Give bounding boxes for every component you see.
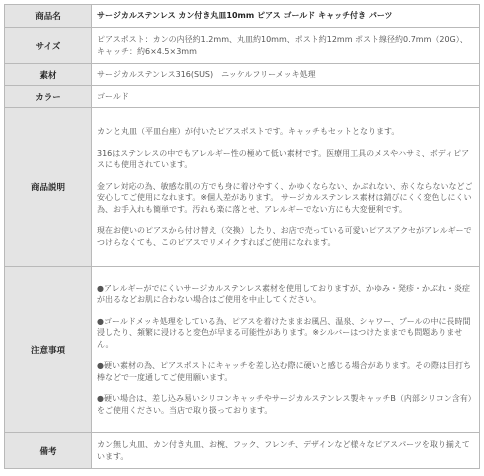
row-material bbox=[5, 64, 480, 86]
description-paragraph: カンと丸皿（平皿台座）が付いたピアスポストです。キャッチもセットとなります。 bbox=[97, 127, 400, 136]
notes-paragraph: ●ゴールドメッキ処理をしている為、ピアスを着けたままお風呂、温泉、シャワー、プールの中に長時間浸したり、頻繁に浸けると変色が早まる可能性があります。※シルバーはつけたままでも問題ありません。 bbox=[97, 316, 471, 349]
row-remarks bbox=[5, 433, 480, 469]
row-notes bbox=[5, 267, 480, 433]
description-paragraph: 現在お使いのピアスから付け替え（交換）したり、お店で売っている可愛いピアスアクセがアレルギーでつけらなくても、このピアスでリメイクすればご使用になれます。 bbox=[97, 226, 472, 247]
row-product-name bbox=[5, 5, 480, 28]
value-remarks: カン無し丸皿、カン付き丸皿、お椀、フック、フレンチ、デザインなど様々なピアスパーツを取り揃えています。 bbox=[92, 433, 480, 469]
description-paragraph: 金アレ対応の為、敏感な肌の方でも身に着けやすく、かゆくならない、かぶれない、赤くならないなどご安心してご使用になれます。※個人差があります。 サージカルステンレス素材は錆びにくく変色しにくい為、お手入れも簡単です。汚れも楽に落とせ、アレルギーでない方にも大変便利です。 bbox=[97, 181, 473, 214]
notes-paragraph: ●硬い場合は、差し込み易いシリコンキャッチやサージカルステンレス製キャッチB（内部シリコン含有）をご使用ください。当店で取り扱っております。 bbox=[97, 394, 472, 415]
row-description bbox=[5, 108, 480, 267]
header-remarks: 備考 bbox=[5, 433, 92, 469]
row-size bbox=[5, 28, 480, 64]
header-product-name: 商品名 bbox=[5, 5, 92, 28]
notes-paragraph: ●硬い素材の為、ピアスポストにキャッチを差し込む際に硬いと感じる場合があります。その際は目打ち棒などで一度通してご使用願います。 bbox=[97, 361, 472, 382]
header-notes: 注意事項 bbox=[5, 267, 92, 433]
value-color: ゴールド bbox=[92, 86, 480, 108]
row-color bbox=[5, 86, 480, 108]
value-description bbox=[92, 108, 480, 267]
product-spec-table bbox=[4, 4, 480, 469]
header-size: サイズ bbox=[5, 28, 92, 64]
notes-paragraph: ●アレルギーがでにくいサージカルステンレス素材を使用しておりますが、かゆみ・発疹・かぶれ・炎症が出るなどお肌に合わない場合はご使用を中止してください。 bbox=[97, 283, 471, 305]
header-color: カラー bbox=[5, 86, 92, 108]
value-notes bbox=[92, 267, 480, 433]
value-product-name: サージカルステンレス カン付き丸皿10mm ピアス ゴールド キャッチ付き パーツ bbox=[92, 5, 480, 28]
value-size: ピアスポスト：カンの内径約1.2mm、丸皿約10mm、ポスト約12mm ポスト線径約0.7mm（20G）、キャッチ：約6×4.5×3mm bbox=[92, 28, 480, 64]
header-material: 素材 bbox=[5, 64, 92, 86]
description-paragraph: 316はステンレスの中でもアレルギー性の極めて低い素材です。医療用工具のメスやハサミ、ボディピアスにも使用されています。 bbox=[97, 148, 470, 169]
header-description: 商品説明 bbox=[5, 108, 92, 267]
value-material: サージカルステンレス316(SUS) ニッケルフリーメッキ処理 bbox=[92, 64, 480, 86]
